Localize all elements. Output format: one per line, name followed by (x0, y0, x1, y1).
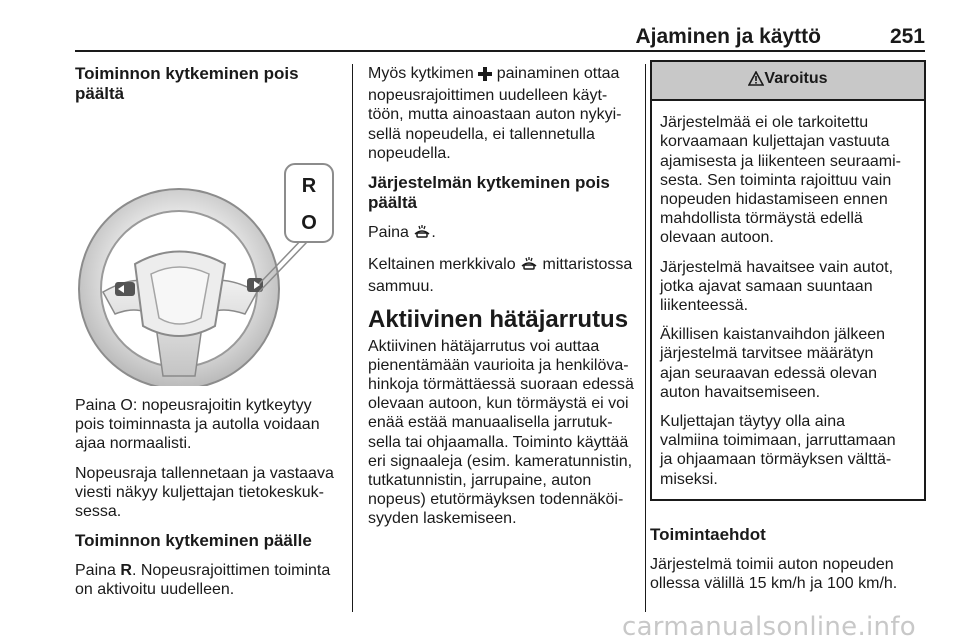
heading-system-off: Järjestelmän kytkeminen pois päältä (368, 173, 610, 213)
warning-paragraph: Järjestelmää ei ole tarkoitettu korvaamaan kuljettajan vastuuta ajamisesta ja liikenteen seuraami- sesta. Sen toiminta rajoittuu vain nopeuden hidastamiseen ennen mahdollista törmäystä edellä olevaan autoon. (660, 114, 901, 247)
callout-r-label: R (301, 175, 317, 197)
heading-disable-function: Toiminnon kytkeminen pois päältä (75, 64, 299, 103)
heading-active-emergency-braking: Aktiivinen hätäjarrutus (368, 305, 629, 333)
section-title: Ajaminen ja käyttö (635, 25, 821, 48)
column-middle (368, 64, 634, 539)
heading-enable-function: Toiminnon kytkeminen päälle (75, 531, 312, 551)
warning-paragraph: Äkillisen kaistanvaihdon jälkeen järjestelmä tarvitsee määrätyn ajan seuraavan edessä olevan auton havaitsemiseen. (660, 326, 886, 401)
watermark: carmanualsonline.info (621, 612, 916, 642)
paragraph-braking-description: Aktiivinen hätäjarrutus voi auttaa pienentämään vaurioita ja henkilöva- hinkoja törmättäessä suoraan edessä olevaan autoon, kun törmäystä ei voi enää estää manuaalisella jarrutuk- sella tai ohjaamalla. Toiminto käyttää eri signaaleja (esim. kameratunnistin, tutkatunnistin, jarrupaine, auton nopeus) etutörmäyksen todennäköi- syyden laskemiseen. (368, 337, 634, 528)
page-number: 251 (889, 25, 925, 48)
warning-paragraph: Järjestelmä havaitsee vain autot, jotka ajavat samaan suuntaan liikenteessä. (660, 258, 894, 315)
plus-icon (478, 67, 492, 86)
warning-title: Varoitus (764, 70, 828, 87)
page-header (75, 12, 925, 52)
paragraph-operating-conditions: Järjestelmä toimii auton nopeuden ollessa välillä 15 km/h ja 100 km/h. (650, 555, 898, 593)
warning-body (652, 101, 924, 499)
paragraph-plus-switch: Myös kytkimen painaminen ottaa nopeusrajoittimen uudelleen käyt- töön, mutta ainoastaan auton nykyi- sellä nopeudella, ei tallennetulla nopeudella. (368, 65, 622, 162)
paragraph-yellow-indicator: Keltainen merkkivalo mittaristossa sammuu. (368, 256, 633, 296)
column-right (650, 60, 926, 603)
warning-box (650, 60, 926, 501)
paragraph-press-r: Paina R. Nopeusrajoittimen toiminta on aktivoitu uudelleen. (75, 562, 331, 599)
collision-warning-icon (520, 256, 538, 277)
column-divider-1 (352, 64, 353, 612)
column-divider-2 (645, 64, 646, 612)
warning-triangle-icon (748, 71, 764, 91)
steering-wheel-illustration (75, 114, 337, 386)
r-key: R (120, 562, 132, 580)
column-left (75, 64, 337, 610)
warning-header (652, 62, 924, 101)
paragraph-press-collision: Paina . (368, 223, 634, 245)
paragraph-press-o: Paina O: nopeusrajoitin kytkeytyy pois toiminnasta ja autolla voidaan ajaa normaalisti. (75, 397, 320, 453)
warning-paragraph: Kuljettajan täytyy olla aina valmiina toimimaan, jarruttamaan ja ohjaamaan törmäyksen välttä- miseksi. (660, 413, 896, 488)
callout-o-label: O (301, 212, 317, 234)
collision-warning-icon (413, 224, 431, 245)
heading-operating-conditions: Toimintaehdot (650, 524, 766, 544)
o-symbol: O (120, 397, 133, 414)
paragraph-speed-stored: Nopeusraja tallennetaan ja vastaava viesti näkyy kuljettajan tietokeskuk- sessa. (75, 464, 334, 521)
